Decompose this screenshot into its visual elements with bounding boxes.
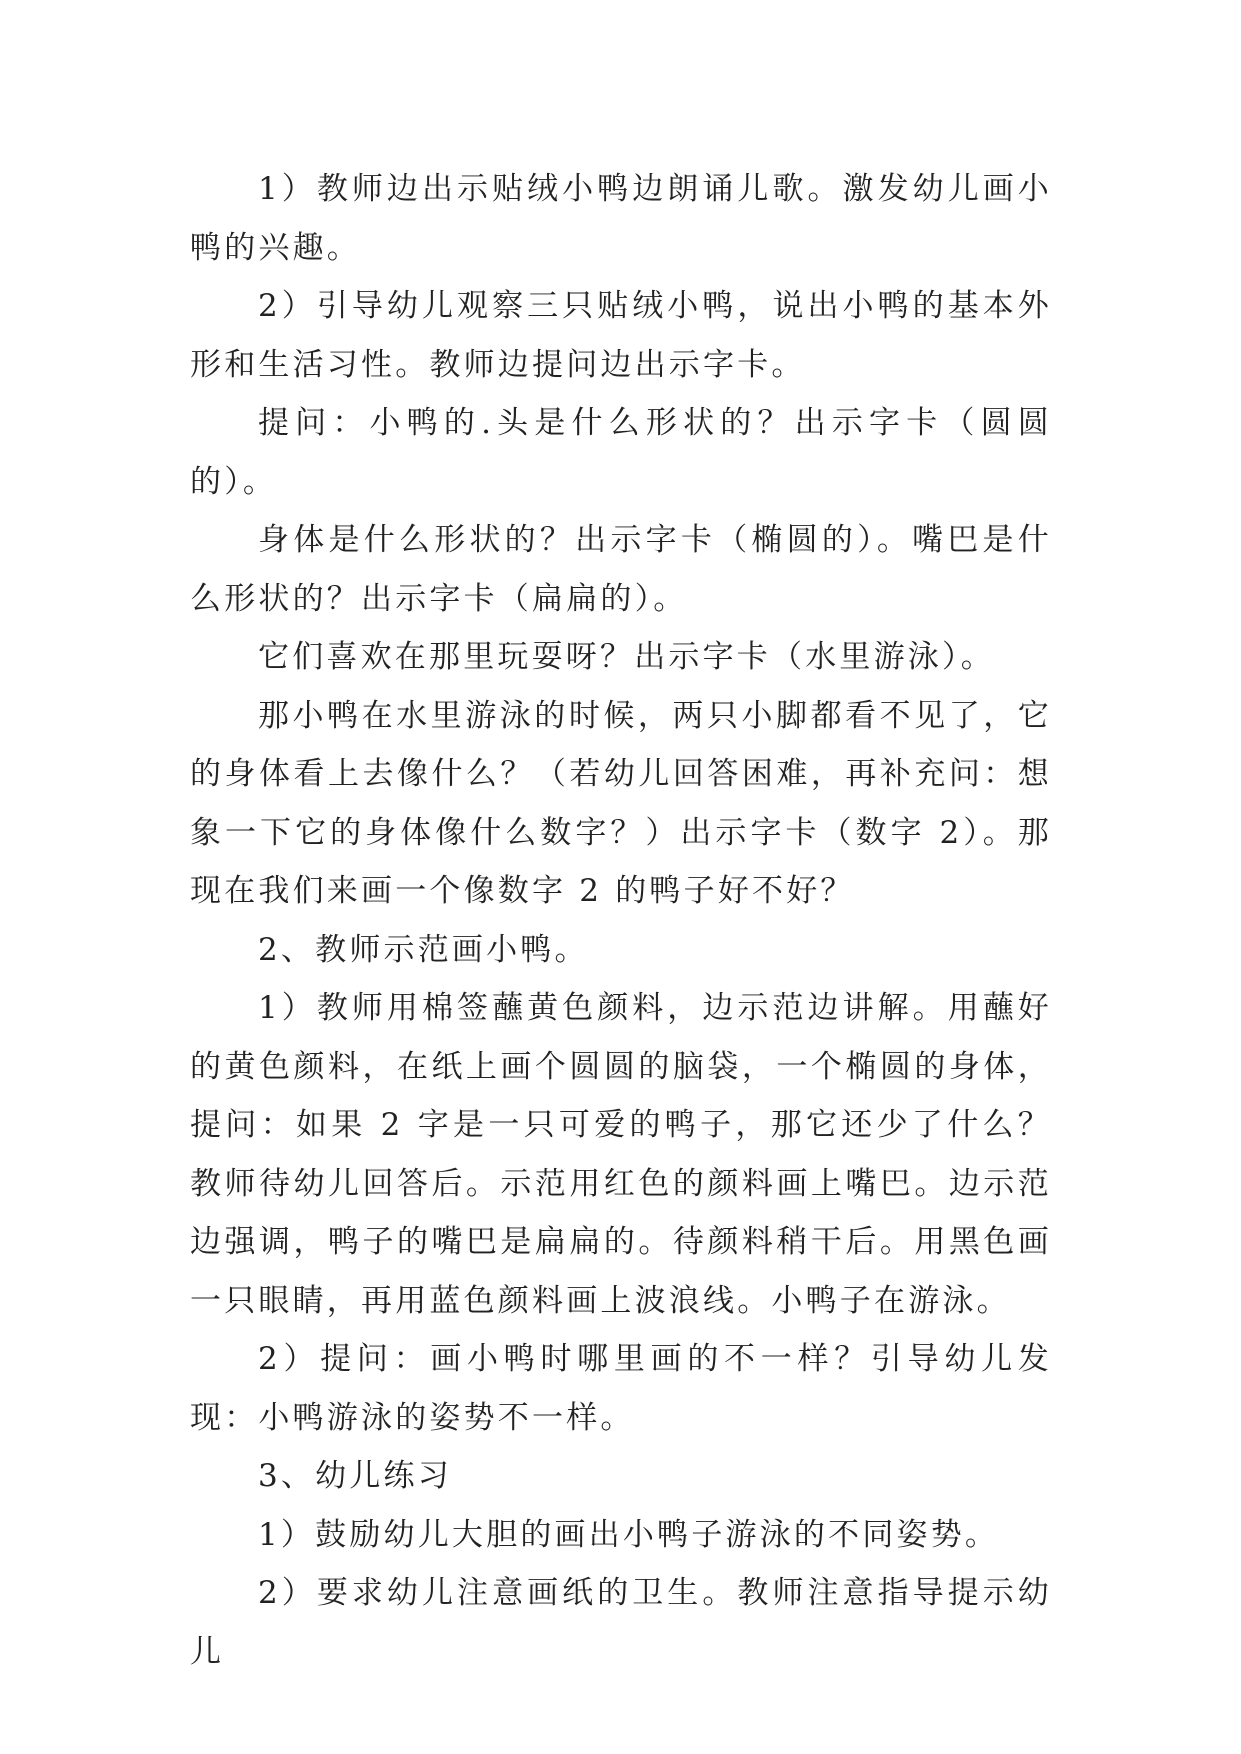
paragraph: 2）提问：画小鸭时哪里画的不一样？引导幼儿发现：小鸭游泳的姿势不一样。 (190, 1341, 1052, 1436)
paragraph: 身体是什么形状的？出示字卡（椭圆的）。嘴巴是什么形状的？出示字卡（扁扁的）。 (190, 522, 1052, 617)
paragraph: 3、幼儿练习 (258, 1458, 452, 1494)
paragraph: 2）引导幼儿观察三只贴绒小鸭，说出小鸭的基本外形和生活习性。教师边提问边出示字卡。 (190, 288, 1052, 383)
paragraph: 1）教师用棉签蘸黄色颜料，边示范边讲解。用蘸好的黄色颜料，在纸上画个圆圆的脑袋，一个椭圆的身体，提问：如果 2 字是一只可爱的鸭子，那它还少了什么？教师待幼儿回答后。示范用红色的颜料画上嘴巴。边示范边强调，鸭子的嘴巴是扁扁的。待颜料稍干后。用黑色画一只眼睛，再用蓝色颜料画上波浪线。小鸭子在游泳。 (190, 990, 1052, 1319)
paragraph: 2、教师示范画小鸭。 (258, 931, 589, 968)
paragraph: 2）要求幼儿注意画纸的卫生。教师注意指导提示幼儿 (190, 1575, 1052, 1670)
paragraph: 那小鸭在水里游泳的时候，两只小脚都看不见了，它的身体看上去像什么？（若幼儿回答困难，再补充问：想象一下它的身体像什么数字？）出示字卡（数字 2）。那现在我们来画一个像数字 2 的鸭子好不好？ (190, 697, 1052, 909)
paragraph: 1）鼓励幼儿大胆的画出小鸭子游泳的不同姿势。 (258, 1516, 1000, 1553)
document-body (190, 160, 1052, 1681)
paragraph: 它们喜欢在那里玩耍呀？出示字卡（水里游泳）。 (258, 639, 995, 675)
paragraph: 1）教师边出示贴绒小鸭边朗诵儿歌。激发幼儿画小鸭的兴趣。 (190, 171, 1052, 266)
paragraph: 提问：小鸭的.头是什么形状的？出示字卡（圆圆的）。 (190, 405, 1052, 500)
